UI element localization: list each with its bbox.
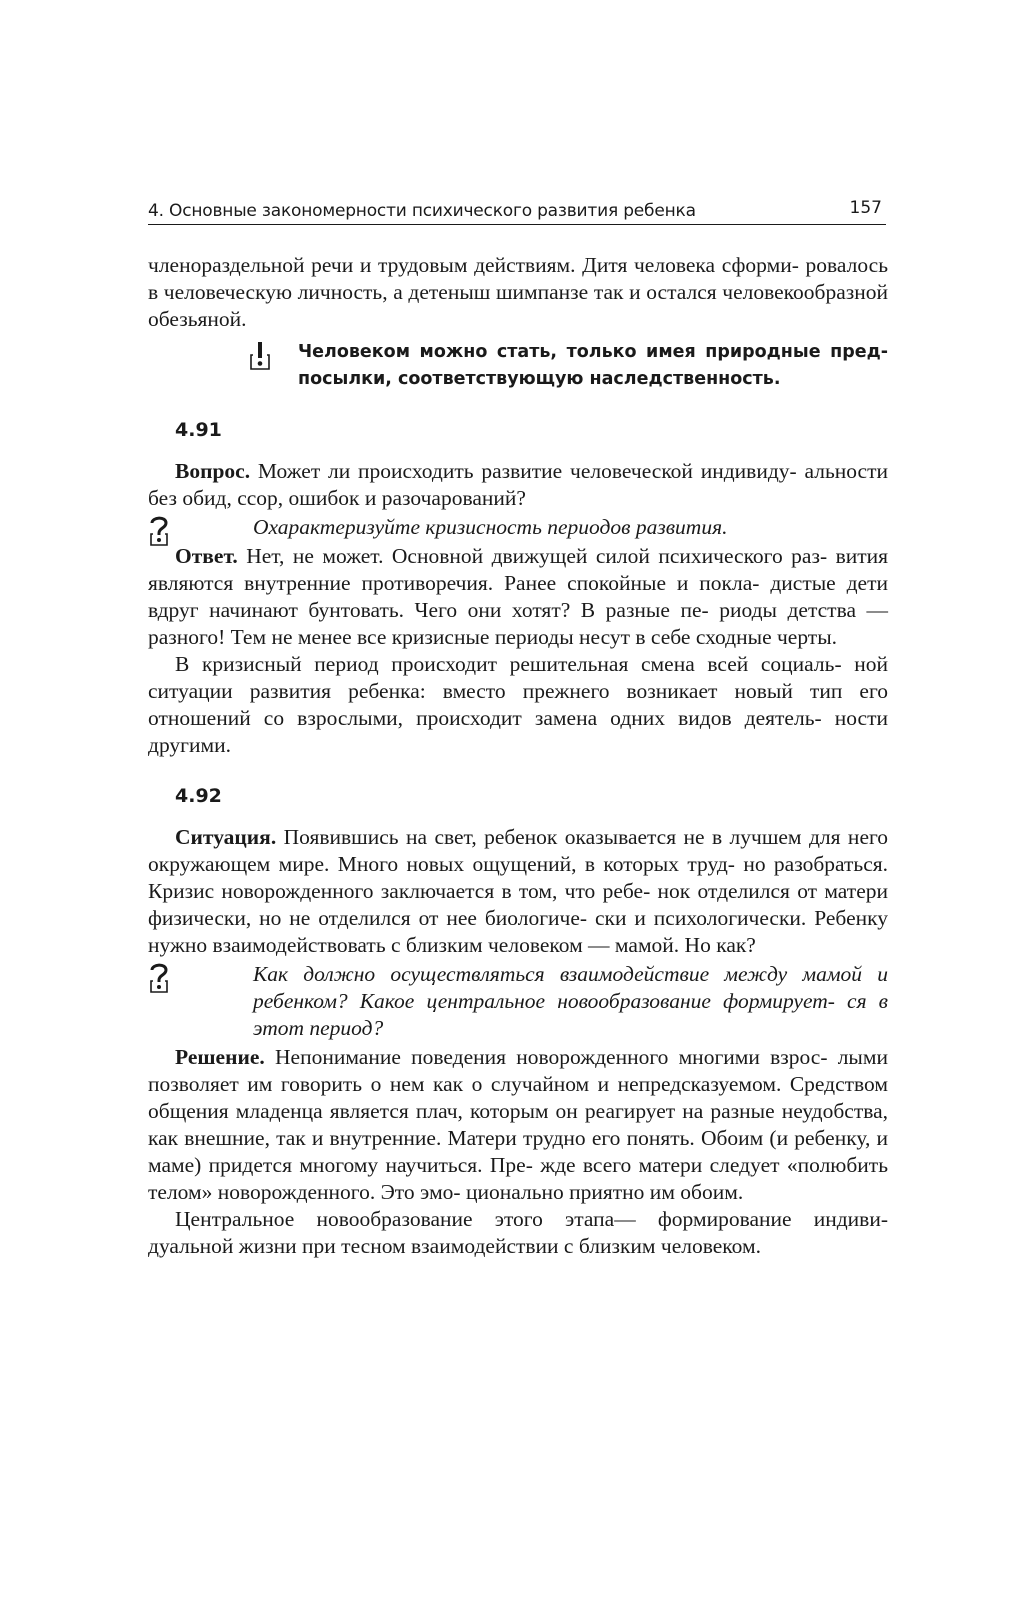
text-line: для него окружающем мире. Много новых ощущений, в которых труд- xyxy=(148,825,889,876)
text-line: лыми позволяет им говорить о нем как о случайном и непредсказуемом. xyxy=(148,1045,888,1096)
text-line: ной ситуации развития ребенка: вместо прежнего возникает новый тип xyxy=(148,652,889,703)
text-line: ся в этот период? xyxy=(253,989,889,1040)
text-line: вития являются внутренние противоречия. Ранее спокойные и покла- xyxy=(148,544,889,595)
text-line: но разобраться. Кризис новорожденного заключается в том, что ребе- xyxy=(148,852,889,903)
hint-block xyxy=(148,514,888,541)
text-line: Центральное новообразование этого этапа— формирование индиви- xyxy=(175,1207,888,1231)
answer-paragraph-2 xyxy=(148,651,888,759)
text-line: Может ли происходить развитие человеческой индивиду- xyxy=(250,459,797,483)
text-line: в себе сходные черты. xyxy=(635,625,838,649)
page-content xyxy=(148,252,888,1260)
task-492 xyxy=(148,824,888,1260)
page-number: 157 xyxy=(849,198,882,218)
text-line: и ребенком? Какое центральное новообразование формирует- xyxy=(253,962,889,1013)
question-icon xyxy=(148,514,170,546)
text-line: ности другими. xyxy=(148,706,888,757)
text-line: дуальной жизни при тесном взаимодействии с близким человеком. xyxy=(148,1234,761,1258)
hint-text xyxy=(253,961,888,1042)
text-line: В кризисный период происходит решительная смена всей социаль- xyxy=(175,652,842,676)
note-text xyxy=(298,339,888,393)
text-line: Средством общения младенца является плач, которым он реагирует на xyxy=(148,1072,889,1123)
text-line: дистые дети вдруг начинают бунтовать. Чего они хотят? В разные пе- xyxy=(148,571,889,622)
question-paragraph xyxy=(148,458,888,512)
text-line: альности без обид, ссор, ошибок и разочарований? xyxy=(148,459,889,510)
text-line: нок отделился от матери физически, но не отделился от нее биологиче- xyxy=(148,879,888,930)
task-number: 4.91 xyxy=(175,419,222,441)
text-line: его отношений со взрослыми, происходит замена одних видов деятель- xyxy=(148,679,888,730)
task-491 xyxy=(148,458,888,759)
text-line: Человеком можно стать, только имея природные пред- xyxy=(298,342,888,362)
solution-paragraph xyxy=(148,1044,888,1206)
text-line: посылки, соответствующую наследственность. xyxy=(298,369,781,389)
exclamation-icon xyxy=(248,341,272,371)
running-header xyxy=(148,196,886,225)
text-line: понять. Обоим (и ребенку, и маме) придется многому научиться. Пре- xyxy=(148,1126,889,1177)
text-line: жде всего матери следует «полюбить телом» новорожденного. Это эмо- xyxy=(148,1153,889,1204)
task-number: 4.92 xyxy=(175,785,222,807)
hint-block xyxy=(148,961,888,1042)
question-icon xyxy=(148,961,170,993)
text-line: риоды детства — разного! Тем не менее все кризисные периоды несут xyxy=(148,598,889,649)
text-line: ровалось в человеческую личность, а детеныш шимпанзе так и остался xyxy=(148,253,889,304)
intro-paragraph xyxy=(148,252,888,333)
running-title: 4. Основные закономерности психического развития ребенка xyxy=(148,201,696,221)
text-line: человекообразной обезьяной. xyxy=(148,280,888,331)
situation-paragraph xyxy=(148,824,888,959)
answer-label: Ответ. xyxy=(175,544,238,568)
answer-paragraph xyxy=(148,543,888,651)
text-line: Нет, не может. Основной движущей силой психического раз- xyxy=(237,544,828,568)
solution-label: Решение. xyxy=(175,1045,265,1069)
text-line: членораздельной речи и трудовым действиям. Дитя человека сформи- xyxy=(148,253,799,277)
text-line: ски и психологически. Ребенку нужно взаимодействовать с близким xyxy=(148,906,889,957)
hint-text: Охарактеризуйте кризисность периодов развития. xyxy=(253,515,728,539)
note-block xyxy=(148,339,888,393)
text-line: разные неудобства, как внешние, так и внутренние. Матери трудно его xyxy=(148,1099,889,1150)
solution-paragraph-2 xyxy=(148,1206,888,1260)
text-line: человеком — мамой. Но как? xyxy=(487,933,756,957)
situation-label: Ситуация. xyxy=(175,825,277,849)
text-line: Появившись на свет, ребенок оказывается не в лучшем xyxy=(276,825,802,849)
question-label: Вопрос. xyxy=(175,459,251,483)
text-line: Непонимание поведения новорожденного многими взрос- xyxy=(264,1045,828,1069)
text-line: Как должно осуществляться взаимодействие между мамой xyxy=(253,962,863,986)
text-line: ционально приятно им обоим. xyxy=(465,1180,744,1204)
